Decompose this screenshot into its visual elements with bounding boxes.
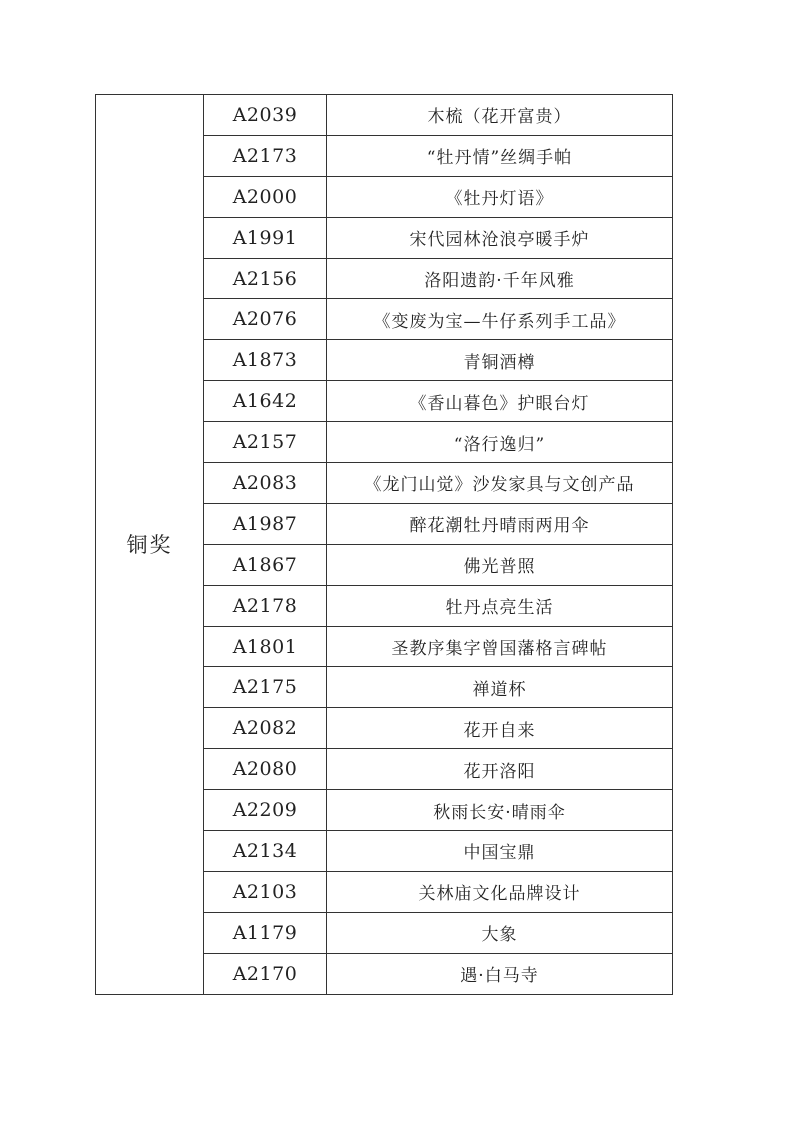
entry-code-cell: A2175 <box>204 667 327 708</box>
entry-code-cell: A1179 <box>204 912 327 953</box>
entry-code-cell: A2103 <box>204 871 327 912</box>
entry-code-cell: A2157 <box>204 422 327 463</box>
entry-code-cell: A1873 <box>204 340 327 381</box>
entry-name-cell: 花开自来 <box>327 708 673 749</box>
entry-code-cell: A1801 <box>204 626 327 667</box>
entry-name-cell: “牡丹情”丝绸手帕 <box>327 135 673 176</box>
entry-name-cell: 遇·白马寺 <box>327 953 673 994</box>
entry-code-cell: A2082 <box>204 708 327 749</box>
entry-name-cell: 木梳（花开富贵） <box>327 95 673 136</box>
entry-code-cell: A2178 <box>204 585 327 626</box>
entry-name-cell: 《香山暮色》护眼台灯 <box>327 381 673 422</box>
entry-code-cell: A1867 <box>204 544 327 585</box>
entry-code-cell: A2173 <box>204 135 327 176</box>
entry-name-cell: 大象 <box>327 912 673 953</box>
entry-code-cell: A2039 <box>204 95 327 136</box>
entry-name-cell: 花开洛阳 <box>327 749 673 790</box>
entry-name-cell: 青铜酒樽 <box>327 340 673 381</box>
entry-code-cell: A2134 <box>204 831 327 872</box>
entry-name-cell: 宋代园林沧浪亭暖手炉 <box>327 217 673 258</box>
entry-code-cell: A2076 <box>204 299 327 340</box>
entry-name-cell: 《变废为宝—牛仔系列手工品》 <box>327 299 673 340</box>
entry-name-cell: 关林庙文化品牌设计 <box>327 871 673 912</box>
entry-code-cell: A2209 <box>204 790 327 831</box>
entry-name-cell: 《牡丹灯语》 <box>327 176 673 217</box>
entry-code-cell: A2083 <box>204 463 327 504</box>
entry-name-cell: 禅道杯 <box>327 667 673 708</box>
award-table-body <box>96 95 673 995</box>
entry-code-cell: A2170 <box>204 953 327 994</box>
entry-code-cell: A2156 <box>204 258 327 299</box>
entry-name-cell: 秋雨长安·晴雨伞 <box>327 790 673 831</box>
entry-code-cell: A1642 <box>204 381 327 422</box>
award-level-cell: 铜奖 <box>96 95 204 995</box>
entry-name-cell: 洛阳遗韵·千年风雅 <box>327 258 673 299</box>
award-table <box>95 94 673 995</box>
entry-name-cell: 牡丹点亮生活 <box>327 585 673 626</box>
entry-code-cell: A2080 <box>204 749 327 790</box>
entry-name-cell: 佛光普照 <box>327 544 673 585</box>
entry-code-cell: A2000 <box>204 176 327 217</box>
entry-name-cell: 《龙门山觉》沙发家具与文创产品 <box>327 463 673 504</box>
entry-name-cell: 醉花潮牡丹晴雨两用伞 <box>327 503 673 544</box>
table-row <box>96 95 673 136</box>
entry-code-cell: A1991 <box>204 217 327 258</box>
entry-name-cell: 中国宝鼎 <box>327 831 673 872</box>
entry-code-cell: A1987 <box>204 503 327 544</box>
entry-name-cell: 圣教序集字曾国藩格言碑帖 <box>327 626 673 667</box>
entry-name-cell: “洛行逸归” <box>327 422 673 463</box>
